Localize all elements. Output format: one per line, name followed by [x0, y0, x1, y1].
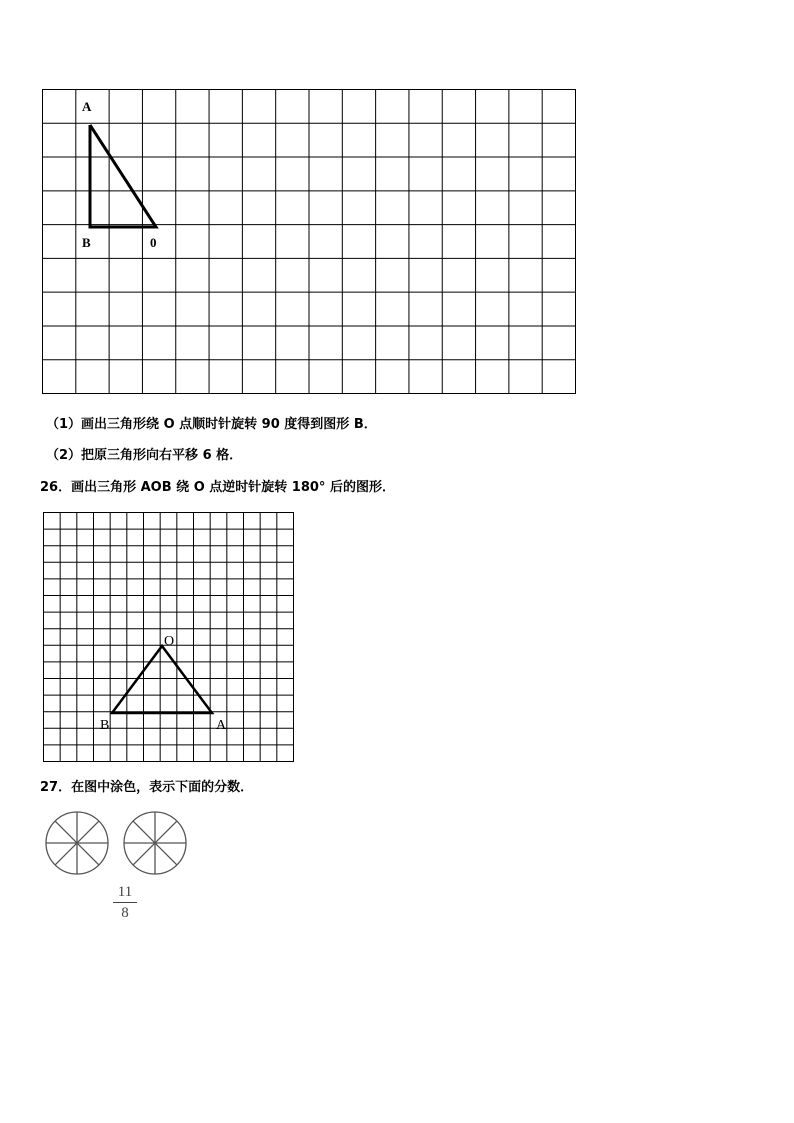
- grid-lines: [43, 90, 576, 394]
- fraction-numerator: 11: [117, 884, 133, 900]
- point-label-a-2: A: [216, 718, 227, 733]
- fraction-denominator: 8: [121, 905, 129, 921]
- question-27: 27．在图中涂色，表示下面的分数．: [40, 780, 254, 795]
- question-25-part-2: （2）把原三角形向右平移 6 格．: [46, 448, 243, 463]
- figure-grid-triangle-abo: [40, 88, 580, 398]
- point-label-o: 0: [150, 235, 157, 250]
- circle-eighths-2: [124, 812, 186, 874]
- fraction-circles: [40, 808, 200, 878]
- fraction-11-over-8: [112, 884, 138, 921]
- point-label-b-2: B: [100, 718, 110, 733]
- fraction-bar: [113, 902, 137, 903]
- point-label-a: A: [82, 99, 92, 114]
- point-label-o-2: O: [164, 634, 175, 649]
- point-label-b: B: [82, 235, 91, 250]
- triangle-abo: [90, 125, 156, 227]
- question-25-part-1: （1）画出三角形绕 O 点顺时针旋转 90 度得到图形 B．: [46, 417, 377, 432]
- question-26: 26．画出三角形 AOB 绕 O 点逆时针旋转 180° 后的图形．: [40, 480, 395, 495]
- circle-eighths-1: [46, 812, 108, 874]
- figure-grid-triangle-aob: [40, 510, 298, 764]
